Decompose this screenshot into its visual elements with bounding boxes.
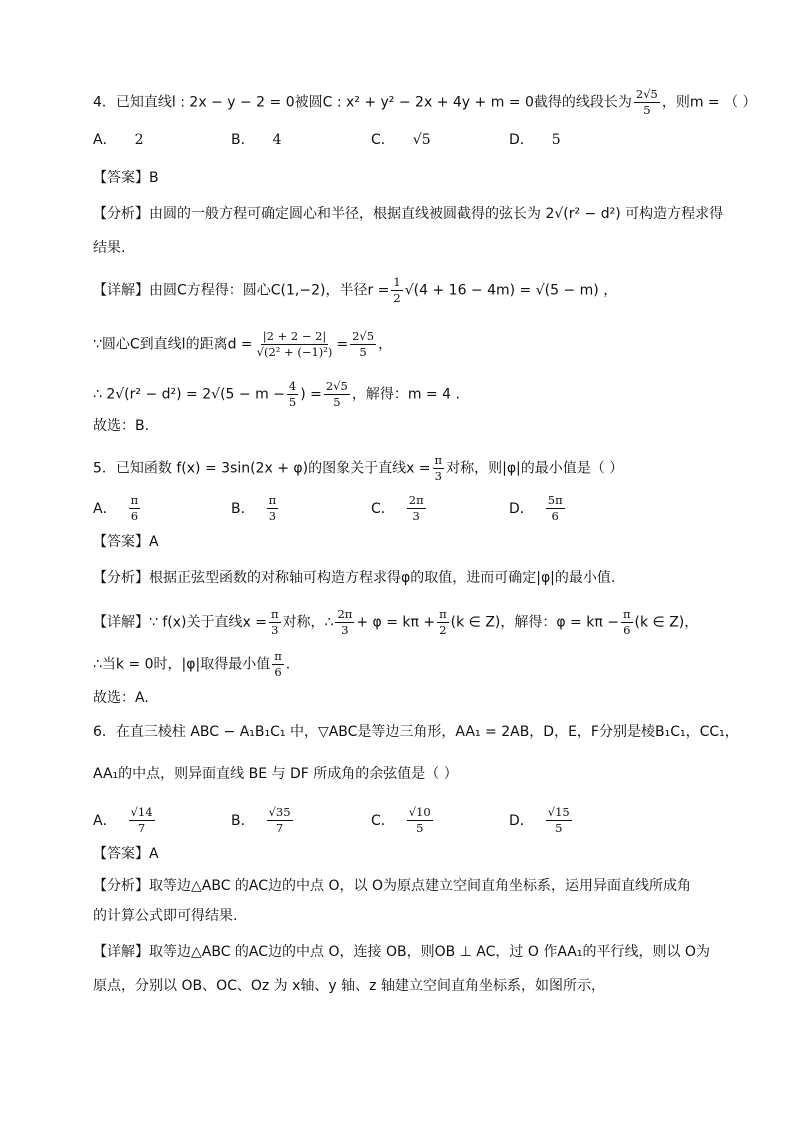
q5-detail-line1 xyxy=(93,608,698,637)
detail-text: ∴当k = 0时，|φ|取得最小值 xyxy=(93,656,271,673)
detail-text: √(4 + 16 − 4m) = √(5 − m) ， xyxy=(404,282,618,299)
fraction xyxy=(324,380,350,409)
stem-text: 6．在直三棱柱 ABC − A₁B₁C₁ 中，▽ABC是等边三角形，AA₁ = 2AB，D，E，F分别是棱B₁C₁，CC₁， xyxy=(93,724,739,740)
frac-denominator: 6 xyxy=(274,665,282,679)
q4-conclusion xyxy=(93,416,149,436)
q4-analysis-line1 xyxy=(93,204,723,224)
detail-text: 由圆C方程得：圆心C(1,−2)，半径r = xyxy=(149,282,390,299)
option-label: B． xyxy=(231,132,255,148)
q4-answer xyxy=(93,168,159,188)
option-label: C． xyxy=(371,812,395,829)
option-fraction xyxy=(129,494,141,523)
analysis-text: 根据正弦型函数的对称轴可构造方程求得φ的取值，进而可确定|φ|的最小值. xyxy=(149,570,616,586)
frac-numerator: π xyxy=(434,453,443,467)
detail-text: (k ∈ Z)， xyxy=(634,614,699,631)
q6-detail-line1 xyxy=(93,942,710,962)
frac-numerator: 2√5 xyxy=(325,379,348,393)
option-fraction xyxy=(546,806,572,835)
q5-conclusion xyxy=(93,688,149,708)
frac-numerator: √10 xyxy=(408,805,431,819)
frac-denominator: 7 xyxy=(137,821,146,835)
detail-text: = xyxy=(336,336,349,353)
fraction xyxy=(621,608,633,637)
detail-text: ∵圆心C到直线l的距离d = xyxy=(93,336,253,353)
frac-numerator: 2√5 xyxy=(352,329,375,343)
detail-text: ∴ 2√(r² − d²) = 2√(5 − m − xyxy=(93,386,285,403)
frac-denominator: 5 xyxy=(288,395,297,409)
detail-tag: 【详解】 xyxy=(93,614,149,631)
q4-option-b xyxy=(231,130,282,150)
fraction xyxy=(391,276,402,305)
option-fraction xyxy=(129,806,155,835)
option-label: D． xyxy=(509,812,534,829)
frac-numerator: √35 xyxy=(268,805,291,819)
fraction xyxy=(350,330,376,359)
fraction xyxy=(255,330,335,359)
frac-denominator: 3 xyxy=(268,509,277,523)
option-fraction xyxy=(407,806,433,835)
detail-text: ， xyxy=(378,336,393,353)
fraction xyxy=(269,608,281,637)
q4-stem-fraction xyxy=(634,88,660,117)
stem-text: AA₁的中点，则异面直线 BE 与 DF 所成角的余弦值是（ ） xyxy=(93,766,458,782)
frac-denominator: √(2² + (−1)²) xyxy=(256,345,333,359)
frac-numerator: π xyxy=(622,607,631,621)
q4-stem-end: ，则m = （ ） xyxy=(661,94,757,111)
frac-numerator: 5π xyxy=(547,493,563,507)
option-label: D． xyxy=(509,500,534,517)
frac-numerator: √15 xyxy=(547,805,570,819)
q6-detail-line2 xyxy=(93,976,605,996)
detail-text: 对称，∴ xyxy=(282,614,334,631)
analysis-text: 由圆的一般方程可确定圆心和半径，根据直线被圆截得的弦长为 2√(r² − d²) 可构造方程求得 xyxy=(149,206,724,222)
q4-stem xyxy=(93,88,757,117)
analysis-tag: 【分析】 xyxy=(93,570,149,586)
frac-denominator: 5 xyxy=(555,821,563,835)
frac-denominator: 6 xyxy=(551,509,559,523)
option-fraction xyxy=(267,494,279,523)
frac-numerator: 4 xyxy=(288,379,297,393)
fraction xyxy=(433,454,445,483)
q5-option-d xyxy=(509,494,567,523)
option-value: √5 xyxy=(412,132,431,148)
q6-option-d xyxy=(509,806,574,835)
frac-numerator: π xyxy=(130,493,139,507)
frac-numerator: 2√5 xyxy=(635,87,658,101)
q4-detail-line2 xyxy=(93,330,392,359)
q5-stem xyxy=(93,454,623,483)
detail-text: ) = xyxy=(300,386,322,403)
answer-value: B xyxy=(149,170,159,186)
fraction xyxy=(272,650,284,679)
frac-denominator: 5 xyxy=(416,821,424,835)
frac-numerator: 2π xyxy=(337,607,353,621)
frac-numerator: π xyxy=(268,493,277,507)
analysis-text: 的计算公式即可得结果. xyxy=(93,908,238,924)
option-fraction xyxy=(267,806,293,835)
option-label: A． xyxy=(93,132,117,148)
frac-denominator: 3 xyxy=(412,509,420,523)
frac-denominator: 2 xyxy=(393,291,401,305)
option-label: B． xyxy=(231,812,255,829)
detail-text: + φ = kπ + xyxy=(356,614,436,631)
option-label: B． xyxy=(231,500,255,517)
q4-option-c xyxy=(371,130,431,150)
answer-tag: 【答案】 xyxy=(93,534,149,550)
answer-value: A xyxy=(149,534,159,550)
frac-denominator: 6 xyxy=(623,623,631,637)
frac-denominator: 5 xyxy=(359,345,367,359)
q4-detail-line3 xyxy=(93,380,460,409)
option-fraction xyxy=(407,494,426,523)
answer-tag: 【答案】 xyxy=(93,846,149,862)
q6-option-a xyxy=(93,806,157,835)
q5-option-a xyxy=(93,494,142,523)
analysis-tag: 【分析】 xyxy=(93,206,149,222)
fraction xyxy=(437,608,449,637)
frac-denominator: 5 xyxy=(643,103,651,117)
fraction xyxy=(287,380,298,409)
frac-numerator: 2π xyxy=(408,493,424,507)
q4-option-d xyxy=(509,130,561,150)
frac-denominator: 6 xyxy=(130,509,139,523)
q5-detail-line2 xyxy=(93,650,290,679)
q4-detail-line1 xyxy=(93,276,617,305)
option-label: A． xyxy=(93,500,117,517)
frac-numerator: π xyxy=(274,649,282,663)
analysis-text: 结果. xyxy=(93,240,126,256)
q5-option-c xyxy=(371,494,428,523)
option-value: 2 xyxy=(134,132,144,148)
conclusion-text: 故选：A. xyxy=(93,690,149,706)
option-label: A． xyxy=(93,812,117,829)
option-value: 4 xyxy=(272,132,282,148)
frac-denominator: 5 xyxy=(333,395,341,409)
q4-option-a xyxy=(93,130,144,150)
conclusion-text: 故选：B. xyxy=(93,418,150,434)
detail-text: 原点，分别以 OB、OC、Oz 为 x轴、y 轴、z 轴建立空间直角坐标系，如图所示， xyxy=(93,978,605,994)
q6-analysis-line1 xyxy=(93,876,691,896)
detail-text: ∵ f(x)关于直线x = xyxy=(149,614,267,631)
analysis-text: 取等边△ABC 的AC边的中点 O，以 O为原点建立空间直角坐标系，运用异面直线所成角 xyxy=(149,878,691,894)
frac-denominator: 3 xyxy=(434,469,442,483)
option-value: 5 xyxy=(551,132,561,148)
detail-text: . xyxy=(285,656,291,673)
frac-numerator: π xyxy=(270,607,279,621)
frac-numerator: √14 xyxy=(130,805,153,819)
detail-tag: 【详解】 xyxy=(93,944,149,960)
frac-denominator: 3 xyxy=(271,623,279,637)
q6-stem-line2 xyxy=(93,764,458,784)
q5-answer xyxy=(93,532,159,552)
analysis-tag: 【分析】 xyxy=(93,878,149,894)
detail-tag: 【详解】 xyxy=(93,282,149,299)
q6-analysis-line2 xyxy=(93,906,237,926)
option-label: D． xyxy=(509,132,534,148)
q6-stem-line1 xyxy=(93,722,739,742)
option-label: C． xyxy=(371,500,395,517)
q4-analysis-line2 xyxy=(93,238,125,258)
q6-option-b xyxy=(231,806,295,835)
answer-tag: 【答案】 xyxy=(93,170,149,186)
option-label: C． xyxy=(371,132,395,148)
detail-text: ，解得：m = 4 . xyxy=(351,386,460,403)
stem-text: 5．已知函数 f(x) = 3sin(2x + φ)的图象关于直线x = xyxy=(93,460,431,477)
frac-numerator: π xyxy=(439,607,447,621)
q5-analysis xyxy=(93,568,615,588)
frac-denominator: 7 xyxy=(275,821,284,835)
frac-denominator: 2 xyxy=(439,623,447,637)
stem-text: 对称，则|φ|的最小值是（ ） xyxy=(446,460,624,477)
answer-value: A xyxy=(149,846,159,862)
q5-option-b xyxy=(231,494,280,523)
q6-option-c xyxy=(371,806,435,835)
q6-answer xyxy=(93,844,159,864)
frac-numerator: 1 xyxy=(393,275,401,289)
q4-stem-text: 4．已知直线l : 2x − y − 2 = 0被圆C : x² + y² − 2x + 4y + m = 0截得的线段长为 xyxy=(93,94,632,111)
detail-text: 取等边△ABC 的AC边的中点 O，连接 OB，则OB ⊥ AC，过 O 作AA₁的平行线，则以 O为 xyxy=(149,944,710,960)
fraction xyxy=(335,608,354,637)
frac-numerator: |2 + 2 − 2| xyxy=(262,329,327,343)
frac-denominator: 3 xyxy=(341,623,349,637)
option-fraction xyxy=(546,494,565,523)
detail-text: (k ∈ Z)，解得：φ = kπ − xyxy=(450,614,619,631)
